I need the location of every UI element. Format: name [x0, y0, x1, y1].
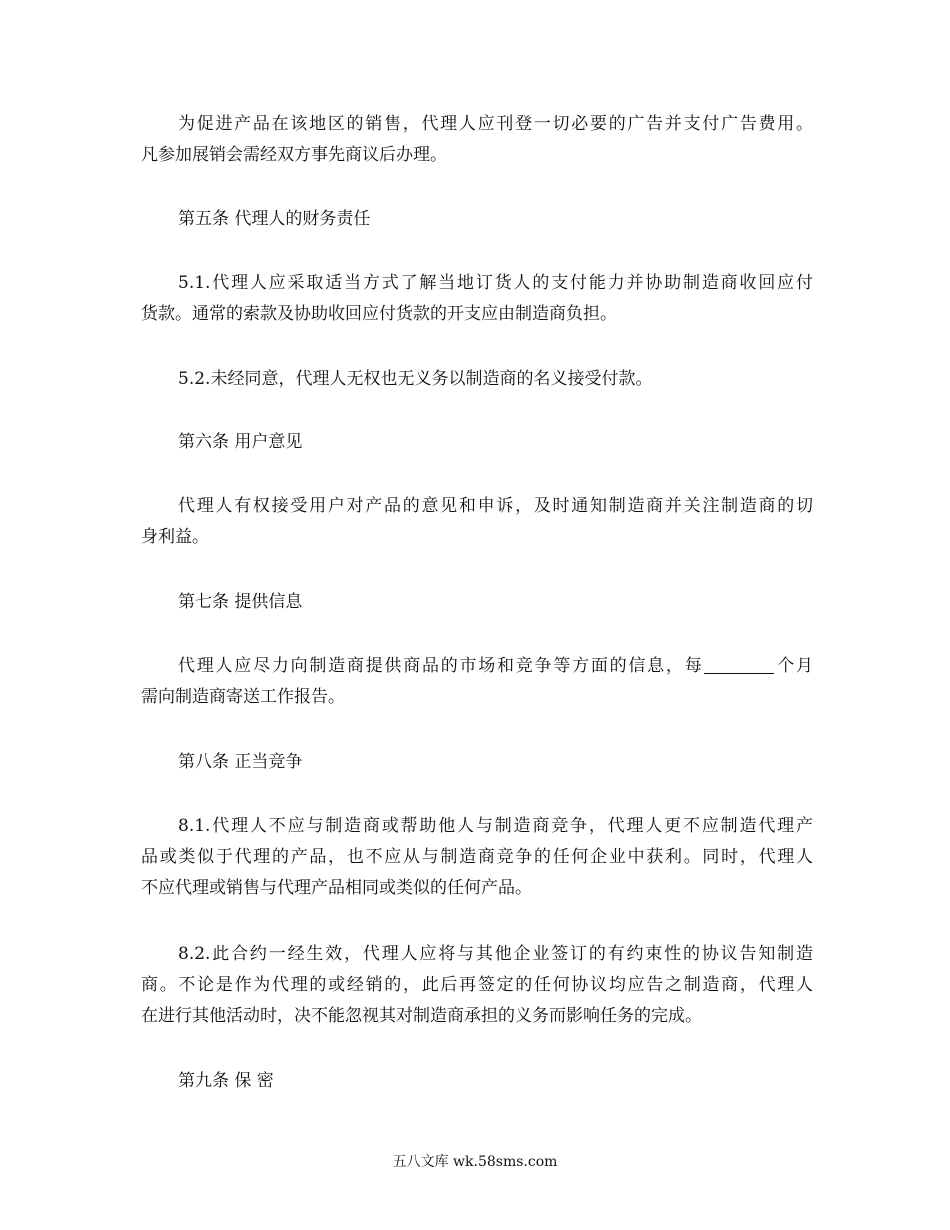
text-segment: 个月 — [775, 656, 814, 676]
text-line: 在进行其他活动时，决不能忽视其对制造商承担的义务而影响任务的完成。 — [141, 1006, 702, 1026]
article-9-heading: 第九条 保 密 — [178, 1071, 274, 1091]
text-line — [141, 651, 813, 682]
text-line: 8.2.此合约一经生效，代理人应将与其他企业签订的有约束性的协议告知制造 — [178, 944, 813, 964]
paragraph-5-2 — [141, 364, 813, 395]
paragraph-advertising — [141, 109, 813, 171]
article-7-heading: 第七条 提供信息 — [178, 592, 303, 612]
fill-in-blank — [704, 655, 774, 674]
text-line: 8.1.代理人不应与制造商或帮助他人与制造商竞争，代理人更不应制造代理产 — [178, 816, 813, 836]
text-line: 5.2.未经同意，代理人无权也无义务以制造商的名义接受付款。 — [178, 369, 653, 389]
page-footer: 五八文库 wk.58sms.com — [392, 1154, 558, 1170]
paragraph-6 — [141, 491, 813, 553]
text-line: 凡参加展销会需经双方事先商议后办理。 — [141, 145, 447, 165]
article-5-heading: 第五条 代理人的财务责任 — [178, 209, 371, 229]
paragraph-7 — [141, 651, 813, 713]
text-line: 身利益。 — [141, 527, 209, 547]
text-line: 不应代理或销售与代理产品相同或类似的任何产品。 — [141, 878, 532, 898]
paragraph-8-1 — [141, 811, 813, 904]
paragraph-5-1 — [141, 268, 813, 330]
text-line: 品或类似于代理的产品，也不应从与制造商竞争的任何企业中获利。同时，代理人 — [141, 847, 813, 867]
paragraph-8-2 — [141, 939, 813, 1032]
text-line: 为促进产品在该地区的销售，代理人应刊登一切必要的广告并支付广告费用。 — [178, 114, 813, 134]
article-8-heading: 第八条 正当竞争 — [178, 752, 303, 772]
article-6-heading: 第六条 用户意见 — [178, 432, 303, 452]
text-line: 代理人有权接受用户对产品的意见和申诉，及时通知制造商并关注制造商的切 — [178, 496, 813, 516]
text-line: 货款。通常的索款及协助收回应付货款的开支应由制造商负担。 — [141, 304, 617, 324]
text-line: 需向制造商寄送工作报告。 — [141, 687, 345, 707]
text-segment: 代理人应尽力向制造商提供商品的市场和竞争等方面的信息，每 — [178, 656, 704, 676]
text-line: 5.1.代理人应采取适当方式了解当地订货人的支付能力并协助制造商收回应付 — [178, 273, 813, 293]
text-line: 商。不论是作为代理的或经销的，此后再签定的任何协议均应告之制造商，代理人 — [141, 975, 813, 995]
